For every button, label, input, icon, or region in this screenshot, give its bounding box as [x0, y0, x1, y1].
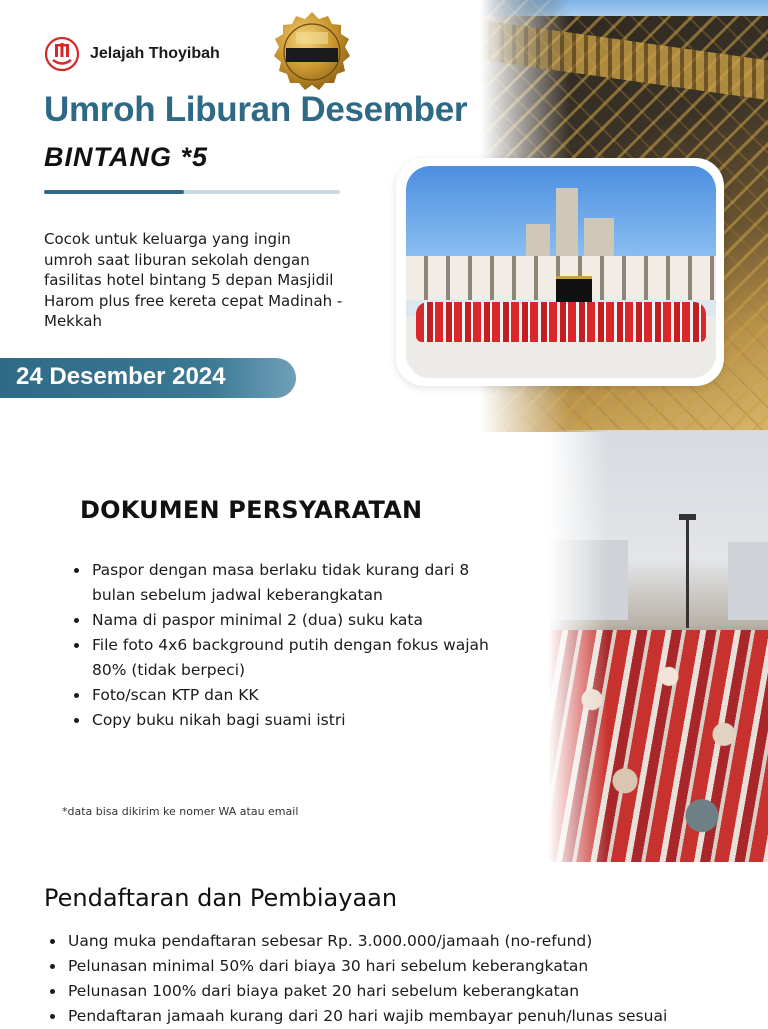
list-item: • File foto 4x6 background putih dengan fokus wajah 80% (tidak berpeci) [90, 633, 510, 683]
jelajah-thoyibah-logo-icon [44, 36, 80, 72]
sky-strip [480, 0, 768, 16]
pilgrim-group [416, 302, 706, 342]
page-title: Umroh Liburan Desember [44, 90, 468, 129]
list-item: • Pelunasan minimal 50% dari biaya 30 hari sebelum keberangkatan [66, 954, 766, 979]
brand-name: Jelajah Thoyibah [90, 45, 220, 62]
best-choice-seal-icon [266, 10, 358, 102]
crowd-people [548, 630, 768, 862]
list-item: • Uang muka pendaftaran sebesar Rp. 3.000.000/jamaah (no-refund) [66, 929, 766, 954]
brand-logo[interactable] [44, 36, 220, 72]
documents-note: *data bisa dikirim ke nomer WA atau email [62, 805, 299, 818]
list-item: • Paspor dengan masa berlaku tidak kurang dari 8 bulan sebelum jadwal keberangkatan [90, 558, 510, 608]
package-description: Cocok untuk keluarga yang ingin umroh saat liburan sekolah dengan fasilitas hotel bintang 5 depan Masjidil Harom plus free kereta cepat Madinah - Mekkah [44, 230, 343, 330]
departure-date-banner [0, 358, 296, 398]
masjidil-haram-group-photo [406, 166, 716, 378]
crowd-building-left [548, 540, 628, 620]
registration-heading: Pendaftaran dan Pembiayaan [44, 884, 398, 912]
list-item: • Pendaftaran jamaah kurang dari 20 hari wajib membayar penuh/lunas sesuai [66, 1004, 766, 1029]
list-item: • Foto/scan KTP dan KK [90, 683, 510, 708]
documents-heading: DOKUMEN PERSYARATAN [80, 496, 423, 524]
list-item: • Nama di paspor minimal 2 (dua) suku kata [90, 608, 510, 633]
list-item: • Pelunasan 100% dari biaya paket 20 hari sebelum keberangkatan [66, 979, 766, 1004]
street-lamp [686, 518, 689, 628]
registration-list [48, 929, 766, 1029]
departure-date: 24 Desember 2024 [16, 363, 226, 390]
list-item: • Copy buku nikah bagi suami istri [90, 708, 510, 733]
pilgrims-crowd-photo [548, 430, 768, 862]
page-subtitle: BINTANG *5 [44, 142, 209, 172]
documents-list [72, 558, 510, 733]
title-underline [44, 190, 340, 194]
crowd-building-right [728, 542, 768, 620]
